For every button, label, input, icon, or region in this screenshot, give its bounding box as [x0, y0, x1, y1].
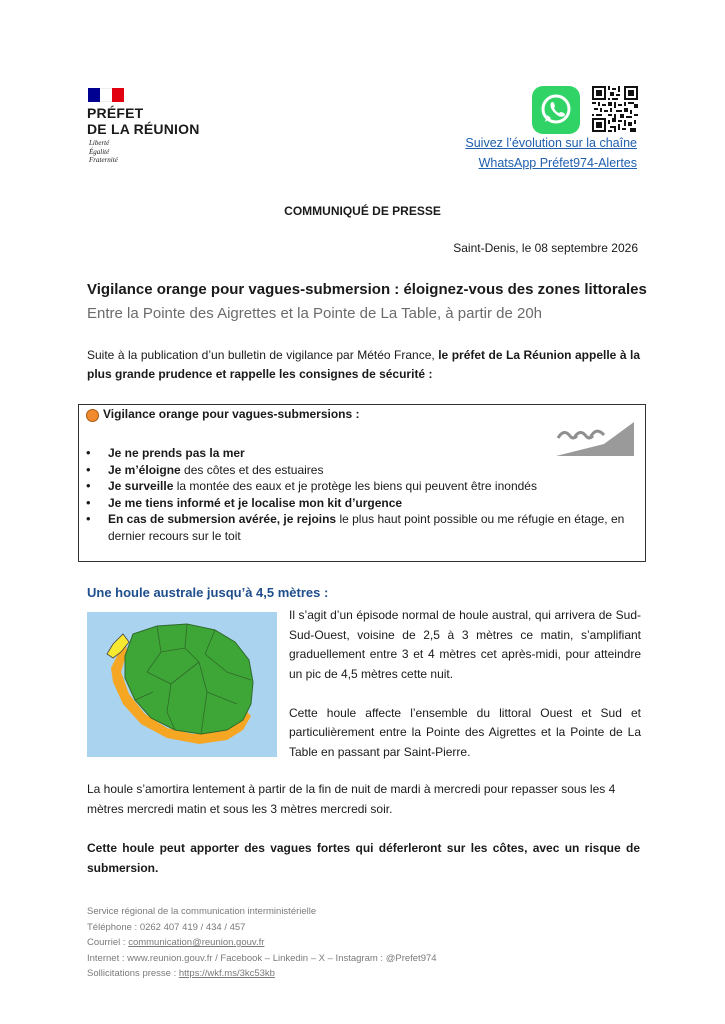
footer-contact: [87, 904, 437, 982]
footer-press-label: Sollicitations presse :: [87, 968, 179, 979]
item-text: le plus haut point possible ou me réfugie en étage, en dernier recours sur le toit: [108, 512, 625, 543]
intro-bold-text: le préfet de La Réunion appelle à la plus grande prudence et rappelle les consignes de sécurité :: [87, 348, 641, 381]
item-bold: Je ne prends pas la mer: [108, 446, 245, 460]
footer-phone: Téléphone : 0262 407 419 / 434 / 457: [87, 921, 246, 933]
release-date: Saint-Denis, le 08 septembre 2026: [453, 241, 638, 255]
footer-service: Service régional de la communication interministérielle: [87, 906, 317, 917]
item-bold: Je m’éloigne: [108, 462, 181, 477]
page-subtitle: Entre la Pointe des Aigrettes et la Pointe de La Table, à partir de 20h: [87, 305, 543, 322]
list-item: [86, 511, 641, 544]
republic-flag-logo: [88, 88, 124, 102]
submersion-warning-paragraph: Cette houle peut apporter des vagues fortes qui déferleront sur les côtes, avec un risque de submersion.: [87, 841, 640, 875]
footer-email-label: Courriel :: [87, 937, 129, 948]
whatsapp-icon[interactable]: [532, 86, 580, 134]
republic-motto: [89, 139, 118, 165]
press-release-label: COMMUNIQUÉ DE PRESSE: [284, 204, 441, 218]
vigilance-box-title: Vigilance orange pour vagues-submersions :: [103, 407, 360, 421]
qr-code-icon: [592, 86, 638, 132]
footer-internet: Internet : www.reunion.gouv.fr / Facebook – Linkedin – X – Instagram : @Prefet974: [87, 952, 437, 964]
houle-decay-paragraph: La houle s’amortira lentement à partir de la fin de nuit de mardi à mercredi pour repasser sous les 4 mètres mercredi matin et sous les 3 mètres mercredi soir.: [87, 782, 616, 816]
intro-text: Suite à la publication d’un bulletin de vigilance par Météo France,: [87, 348, 439, 362]
whatsapp-link-line-1[interactable]: Suivez l’évolution sur la chaîne: [465, 136, 637, 150]
reunion-vigilance-map: [87, 612, 277, 757]
item-bold: En cas de submersion avérée, je rejoins: [108, 512, 337, 526]
item-bold: Je me tiens informé et je localise mon kit d’urgence: [108, 495, 403, 510]
item-text: la montée des eaux et je protège les biens qui peuvent être inondés: [173, 479, 537, 493]
list-item: [86, 462, 641, 479]
list-item: [86, 478, 641, 495]
motto-fraternite: Fraternité: [89, 156, 118, 164]
whatsapp-channel-link[interactable]: [465, 134, 637, 173]
houle-description: [289, 606, 641, 782]
footer-press-line: [87, 966, 437, 982]
footer-email-line: [87, 935, 437, 951]
motto-egalite: Égalité: [89, 147, 110, 156]
prefet-logo-text: [87, 105, 200, 137]
houle-paragraph-1: Il s’agit d’un épisode normal de houle austral, qui arrivera de Sud-Sud-Ouest, voisine de 2,5 à 3 mètres ce matin, s’amplifiant graduellement entre 3 et 4 mètres cet après-midi, pour atteindre un pic de 4,5 mètres cette nuit.: [289, 608, 641, 681]
footer-press-link[interactable]: https://wkf.ms/3kc53kb: [178, 968, 275, 979]
safety-instructions-list: [86, 445, 641, 544]
houle-section-title: Une houle australe jusqu’à 4,5 mètres :: [87, 585, 329, 600]
prefet-line-2: DE LA RÉUNION: [87, 121, 200, 137]
footer-email-link[interactable]: communication@reunion.gouv.fr: [128, 937, 265, 948]
item-text: des côtes et des estuaires: [180, 462, 324, 477]
prefet-line-1: PRÉFET: [87, 105, 144, 121]
whatsapp-link-line-2[interactable]: WhatsApp Préfet974-Alertes: [478, 155, 637, 170]
intro-paragraph: [87, 346, 640, 384]
list-item: [86, 445, 641, 462]
orange-vigilance-dot-icon: [86, 409, 99, 422]
page-title: Vigilance orange pour vagues-submersion : éloignez-vous des zones littorales: [87, 281, 647, 298]
motto-liberte: Liberté: [89, 139, 110, 147]
item-bold: Je surveille: [108, 479, 174, 493]
houle-paragraph-2: Cette houle affecte l’ensemble du littoral Ouest et Sud et particulièrement entre la Pointe des Aigrettes et la Pointe de La Table en passant par Saint-Pierre.: [289, 705, 641, 759]
list-item: [86, 495, 641, 512]
